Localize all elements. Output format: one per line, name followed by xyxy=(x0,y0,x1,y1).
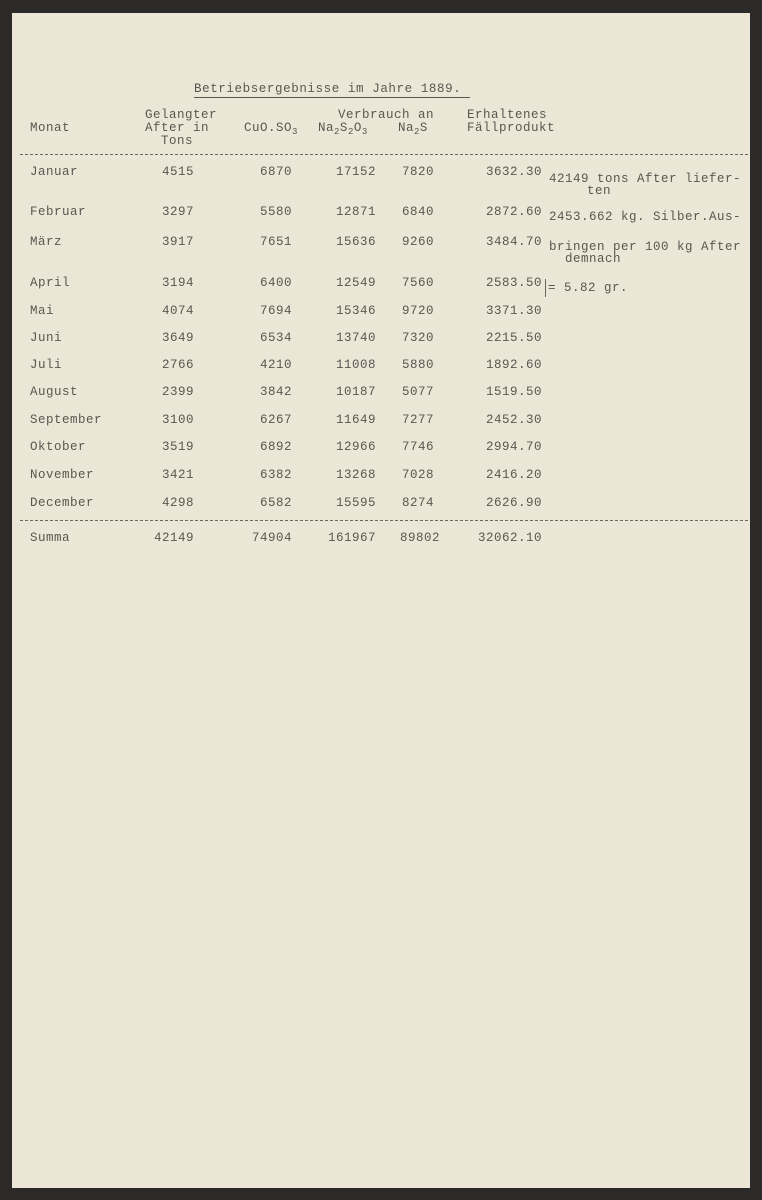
cell-monat: März xyxy=(30,235,63,249)
cell-na2s2o3: 15636 xyxy=(335,235,376,249)
cell-monat: Juli xyxy=(30,358,63,372)
header-erhalten-line1: Erhaltenes xyxy=(467,108,548,122)
cell-after: 3519 xyxy=(161,440,194,454)
cell-cuoso3: 6534 xyxy=(259,331,292,345)
summa-label: Summa xyxy=(30,531,71,545)
summa-rule xyxy=(20,520,748,521)
summa-cuoso3: 74904 xyxy=(251,531,292,545)
table-row xyxy=(0,358,762,374)
cell-fallprodukt: 3371.30 xyxy=(485,304,542,318)
cell-na2s: 9260 xyxy=(401,235,434,249)
cell-after: 3100 xyxy=(161,413,194,427)
cell-na2s2o3: 11008 xyxy=(335,358,376,372)
cell-na2s: 7746 xyxy=(401,440,434,454)
header-after-line1: Gelangter xyxy=(145,108,218,122)
cell-na2s: 7277 xyxy=(401,413,434,427)
cell-fallprodukt: 1519.50 xyxy=(485,385,542,399)
header-after-line3: Tons xyxy=(161,134,194,148)
cell-cuoso3: 3842 xyxy=(259,385,292,399)
summa-na2s2o3: 161967 xyxy=(327,531,376,545)
summa-row xyxy=(0,531,762,547)
cell-cuoso3: 6582 xyxy=(259,496,292,510)
cell-na2s2o3: 11649 xyxy=(335,413,376,427)
note-line: demnach xyxy=(565,252,622,266)
cell-na2s2o3: 15595 xyxy=(335,496,376,510)
header-na2s: $Na_2S$ xyxy=(398,121,428,137)
note-line: 42149 tons After liefer- xyxy=(549,172,742,186)
cell-after: 3917 xyxy=(161,235,194,249)
title-underline xyxy=(194,97,470,98)
table-row xyxy=(0,331,762,347)
header-erhalten-line2: Fällprodukt xyxy=(467,121,556,135)
cell-na2s2o3: 12871 xyxy=(335,205,376,219)
table-row xyxy=(0,468,762,484)
cell-cuoso3: 6382 xyxy=(259,468,292,482)
cell-fallprodukt: 2452.30 xyxy=(485,413,542,427)
cell-na2s: 6840 xyxy=(401,205,434,219)
document-title: Betriebsergebnisse im Jahre 1889. xyxy=(194,82,462,96)
cell-cuoso3: 7651 xyxy=(259,235,292,249)
header-monat: Monat xyxy=(30,121,71,135)
cell-after: 4515 xyxy=(161,165,194,179)
table-row xyxy=(0,304,762,320)
cell-na2s: 5077 xyxy=(401,385,434,399)
cell-na2s2o3: 13268 xyxy=(335,468,376,482)
cell-fallprodukt: 2626.90 xyxy=(485,496,542,510)
header-cuoso3: $CuO.SO_3$ xyxy=(244,121,298,137)
cell-fallprodukt: 1892.60 xyxy=(485,358,542,372)
cell-after: 3297 xyxy=(161,205,194,219)
cell-monat: Mai xyxy=(30,304,55,318)
summa-fallprodukt: 32062.10 xyxy=(477,531,542,545)
cell-na2s: 7028 xyxy=(401,468,434,482)
cell-na2s: 8274 xyxy=(401,496,434,510)
cell-monat: August xyxy=(30,385,79,399)
cell-cuoso3: 4210 xyxy=(259,358,292,372)
note-line: bringen per 100 kg After xyxy=(549,240,742,254)
cell-cuoso3: 6870 xyxy=(259,165,292,179)
cell-after: 4074 xyxy=(161,304,194,318)
note-line: ten xyxy=(587,184,612,198)
header-verbrauch: Verbrauch an xyxy=(338,108,435,122)
header-na2s2o3: $Na_2S_2O_3$ xyxy=(318,121,368,137)
header-after-line2: After in xyxy=(145,121,210,135)
cell-fallprodukt: 2416.20 xyxy=(485,468,542,482)
cell-na2s: 9720 xyxy=(401,304,434,318)
cell-na2s: 7560 xyxy=(401,276,434,290)
summa-after: 42149 xyxy=(153,531,194,545)
cell-fallprodukt: 3632.30 xyxy=(485,165,542,179)
cell-monat: September xyxy=(30,413,103,427)
cell-na2s2o3: 15346 xyxy=(335,304,376,318)
cell-monat: Februar xyxy=(30,205,87,219)
table-row xyxy=(0,496,762,512)
cell-na2s2o3: 12966 xyxy=(335,440,376,454)
cell-after: 2399 xyxy=(161,385,194,399)
note-line: = 5.82 gr. xyxy=(548,281,629,295)
cell-after: 2766 xyxy=(161,358,194,372)
cell-na2s2o3: 12549 xyxy=(335,276,376,290)
header-rule xyxy=(20,154,748,155)
cell-cuoso3: 7694 xyxy=(259,304,292,318)
cell-monat: April xyxy=(30,276,71,290)
cell-na2s2o3: 10187 xyxy=(335,385,376,399)
cell-fallprodukt: 3484.70 xyxy=(485,235,542,249)
cell-fallprodukt: 2583.50 xyxy=(485,276,542,290)
cell-cuoso3: 6267 xyxy=(259,413,292,427)
cell-na2s2o3: 17152 xyxy=(335,165,376,179)
cell-after: 3421 xyxy=(161,468,194,482)
cell-monat: Januar xyxy=(30,165,79,179)
cell-fallprodukt: 2994.70 xyxy=(485,440,542,454)
cell-na2s2o3: 13740 xyxy=(335,331,376,345)
note-bracket xyxy=(545,279,546,297)
table-row xyxy=(0,440,762,456)
document-page xyxy=(12,13,750,1188)
cell-after: 3649 xyxy=(161,331,194,345)
cell-fallprodukt: 2215.50 xyxy=(485,331,542,345)
table-row xyxy=(0,385,762,401)
cell-monat: December xyxy=(30,496,95,510)
note-line: 2453.662 kg. Silber.Aus- xyxy=(549,210,742,224)
cell-cuoso3: 6400 xyxy=(259,276,292,290)
cell-monat: November xyxy=(30,468,95,482)
table-row xyxy=(0,276,762,292)
cell-cuoso3: 6892 xyxy=(259,440,292,454)
summa-na2s: 89802 xyxy=(399,531,440,545)
cell-monat: Juni xyxy=(30,331,63,345)
cell-after: 3194 xyxy=(161,276,194,290)
cell-cuoso3: 5580 xyxy=(259,205,292,219)
cell-na2s: 7820 xyxy=(401,165,434,179)
cell-na2s: 5880 xyxy=(401,358,434,372)
cell-na2s: 7320 xyxy=(401,331,434,345)
cell-after: 4298 xyxy=(161,496,194,510)
cell-monat: Oktober xyxy=(30,440,87,454)
table-row xyxy=(0,413,762,429)
cell-fallprodukt: 2872.60 xyxy=(485,205,542,219)
